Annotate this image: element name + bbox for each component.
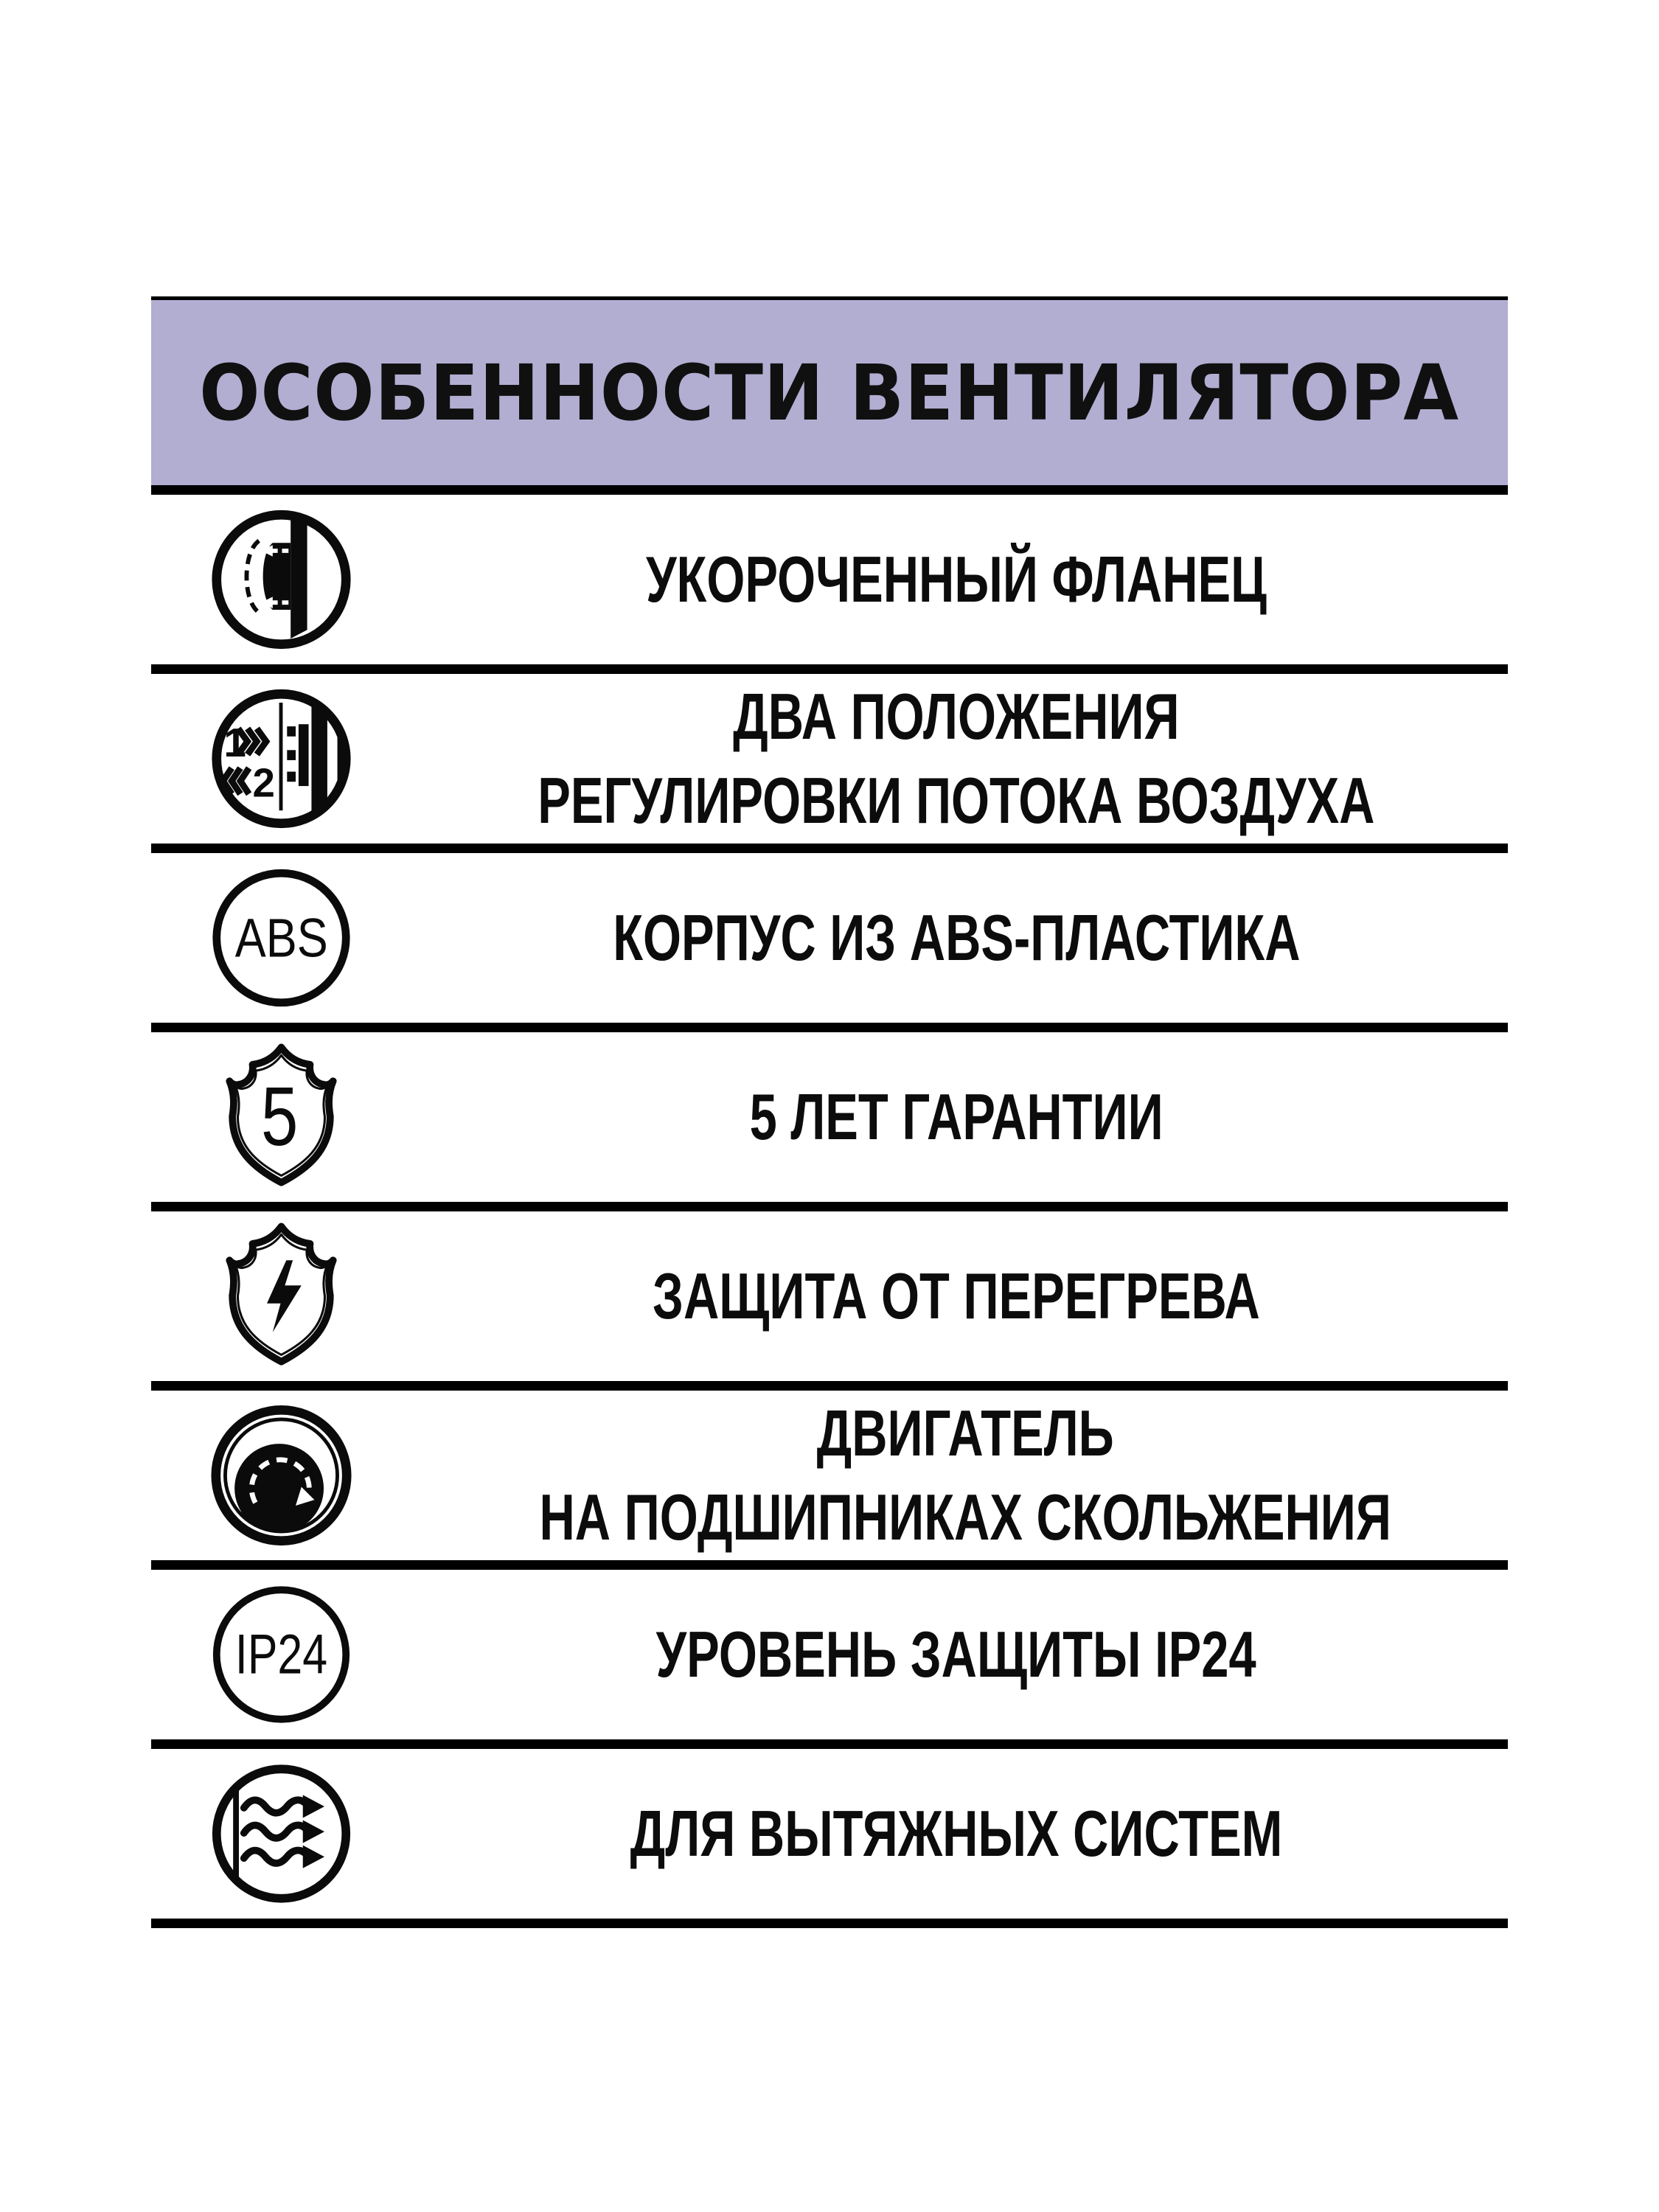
feature-row-exhaust — [151, 1749, 1508, 1928]
svg-text:2: 2 — [252, 760, 275, 806]
feature-row-bearings — [151, 1391, 1508, 1570]
feature-row-ip24 — [151, 1570, 1508, 1749]
overheat-shield-icon — [209, 1219, 353, 1374]
feature-label: УРОВЕНЬ ЗАЩИТЫ IP24 — [655, 1618, 1257, 1691]
svg-text:ABS: ABS — [234, 907, 328, 969]
feature-label: ДВИГАТЕЛЬ НА ПОДШИПНИКАХ СКОЛЬЖЕНИЯ — [539, 1397, 1391, 1554]
svg-text:5: 5 — [260, 1069, 299, 1164]
feature-label: ДЛЯ ВЫТЯЖНЫХ СИСТЕМ — [630, 1797, 1283, 1870]
content-sheet — [151, 296, 1508, 1928]
warranty-shield-icon — [209, 1040, 353, 1194]
two-positions-icon — [209, 681, 353, 836]
svg-text:1: 1 — [223, 720, 246, 766]
flange-icon — [209, 502, 353, 657]
feature-label: ДВА ПОЛОЖЕНИЯ РЕГУЛИРОВКИ ПОТОКА ВОЗДУХА — [538, 680, 1375, 837]
ip24-icon — [209, 1577, 353, 1732]
feature-label: КОРПУС ИЗ ABS-ПЛАСТИКА — [612, 901, 1301, 974]
bearing-icon — [209, 1398, 353, 1553]
svg-text:IP24: IP24 — [234, 1622, 328, 1686]
header-band — [151, 296, 1508, 495]
feature-label: 5 ЛЕТ ГАРАНТИИ — [749, 1080, 1164, 1153]
feature-row-warranty — [151, 1032, 1508, 1211]
page-title: ОСОБЕННОСТИ ВЕНТИЛЯТОРА — [199, 347, 1460, 438]
feature-label: УКОРОЧЕННЫЙ ФЛАНЕЦ — [645, 543, 1267, 616]
feature-row-two-positions — [151, 674, 1508, 853]
feature-row-abs-plastic — [151, 853, 1508, 1032]
feature-row-shortened-flange — [151, 495, 1508, 674]
abs-icon — [209, 860, 353, 1015]
feature-label: ЗАЩИТА ОТ ПЕРЕГРЕВА — [653, 1259, 1260, 1332]
exhaust-icon — [209, 1756, 353, 1911]
feature-row-overheat — [151, 1211, 1508, 1391]
